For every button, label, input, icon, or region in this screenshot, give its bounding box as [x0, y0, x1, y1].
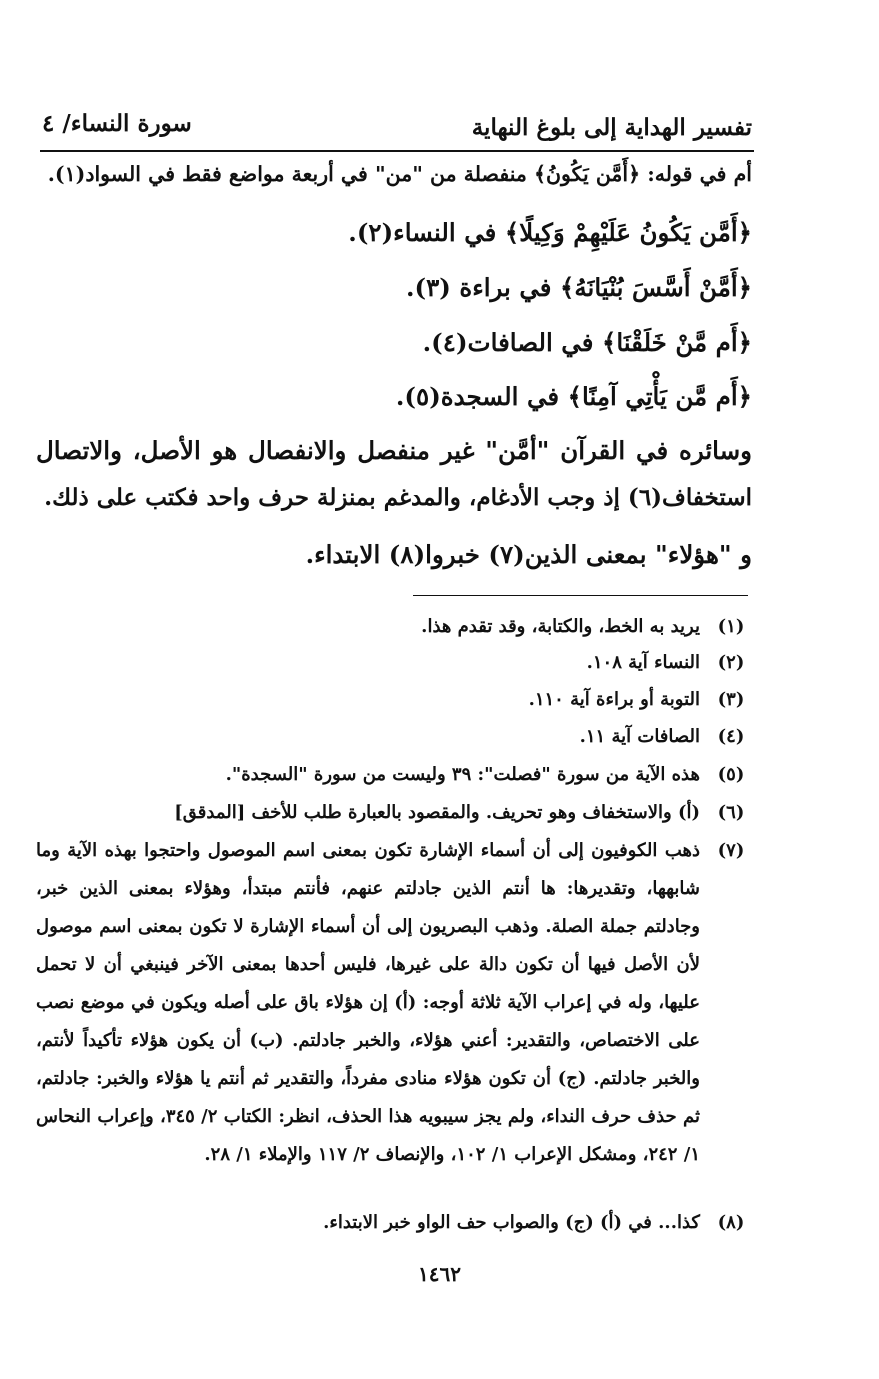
footnote-number: (٨) [717, 1212, 745, 1233]
surah-label: سورة النساء/ ٤ [42, 110, 192, 137]
footnote-line: هذه الآية من سورة "فصلت": ٣٩ وليست من سورة "السجدة". [225, 764, 700, 785]
footnote-line: كذا... في (أ) (ج) والصواب حف الواو خبر الابتداء. [323, 1212, 700, 1233]
footnote-divider [413, 595, 748, 596]
main-line: و "هؤلاء" بمعنى الذين(٧) خبروا(٨) الابتداء. [305, 540, 752, 569]
main-line: ﴿أَم مَّنْ خَلَقْنَا﴾ في الصافات(٤). [422, 328, 752, 357]
footnote-number: (٣) [717, 689, 745, 710]
book-title: تفسير الهداية إلى بلوغ النهاية [471, 114, 752, 141]
main-line: استخفاف(٦) إذ وجب الأدغام، والمدغم بمنزلة حرف واحد فكتب على ذلك. [44, 484, 752, 511]
footnote-number: (٦) [717, 802, 745, 823]
main-line: وسائره في القرآن "أمَّن" غير منفصل والانفصال هو الأصل، والاتصال [36, 436, 752, 465]
footnote-line: التوبة أو براءة آية ١١٠. [528, 689, 700, 710]
footnote-line: شابهها، وتقديرها: ها أنتم الذين جادلتم عنهم، فأنتم مبتدأ، وهؤلاء بمعنى الذين خبر، [36, 878, 700, 899]
footnote-line: لأن الأصل فيها أن تكون دالة على غيرها، فليس أحدها بمعنى الآخر فينبغي أن لا تحمل [36, 954, 700, 975]
main-line: ﴿أَمَّن يَكُونُ عَلَيْهِمْ وَكِيلًا﴾ في النساء(٢). [348, 218, 752, 247]
main-line: ﴿أَم مَّن يَأْتِي آمِنًا﴾ في السجدة(٥). [395, 382, 752, 411]
footnote-number: (٤) [717, 726, 745, 747]
footnote-line: ذهب الكوفيون إلى أن أسماء الإشارة تكون بمعنى اسم الموصول واحتجوا بهذه الآية وما [36, 840, 700, 861]
footnote-line: ثم حذف حرف النداء، ولم يجز سيبويه هذا الحذف، انظر: الكتاب ٢/ ٣٤٥، وإعراب النحاس [36, 1106, 700, 1127]
footnote-line: وجادلتم جملة الصلة. وذهب البصريون إلى أن أسماء الإشارة لا تكون بمعنى اسم موصول [36, 916, 700, 937]
footnote-line: (أ) والاستخفاف وهو تحريف. والمقصود بالعبارة طلب للأخف [المدقق] [174, 802, 700, 823]
footnote-number: (٢) [717, 652, 745, 673]
footnote-line: على الاختصاص، والتقدير: أعني هؤلاء، والخبر جادلتم. (ب) أن يكون هؤلاء تأكيداً لأنتم، [36, 1030, 700, 1051]
footnote-number: (١) [717, 616, 745, 637]
footnote-line: يريد به الخط، والكتابة، وقد تقدم هذا. [421, 616, 700, 637]
footnote-line: عليها، وله في إعراب الآية ثلاثة أوجه: (أ) إن هؤلاء باق على أصله ويكون في موضع نصب [36, 992, 700, 1013]
page-number: ١٤٦٢ [418, 1262, 461, 1286]
main-line: ﴿أَمَّنْ أَسَّسَ بُنْيَانَهُ﴾ في براءة (٣). [405, 273, 752, 302]
main-line: أم في قوله: ﴿أَمَّن يَكُونُ﴾ منفصلة من "من" في أربعة مواضع فقط في السواد(١). [47, 162, 752, 186]
footnote-line: النساء آية ١٠٨. [586, 652, 700, 673]
footnote-line: والخبر جادلتم. (ج) أن تكون هؤلاء منادى مفرداً، والتقدير ثم أنتم يا هؤلاء والخبر: جادلتم، [36, 1068, 700, 1089]
footnote-line: الصافات آية ١١. [579, 726, 700, 747]
footnote-number: (٧) [717, 840, 745, 861]
header-divider [40, 150, 754, 152]
footnote-line: ١/ ٢٤٢، ومشكل الإعراب ١/ ١٠٢، والإنصاف ٢/ ١١٧ والإملاء ١/ ٢٨. [204, 1144, 700, 1165]
footnote-number: (٥) [717, 764, 745, 785]
running-header [42, 110, 752, 150]
